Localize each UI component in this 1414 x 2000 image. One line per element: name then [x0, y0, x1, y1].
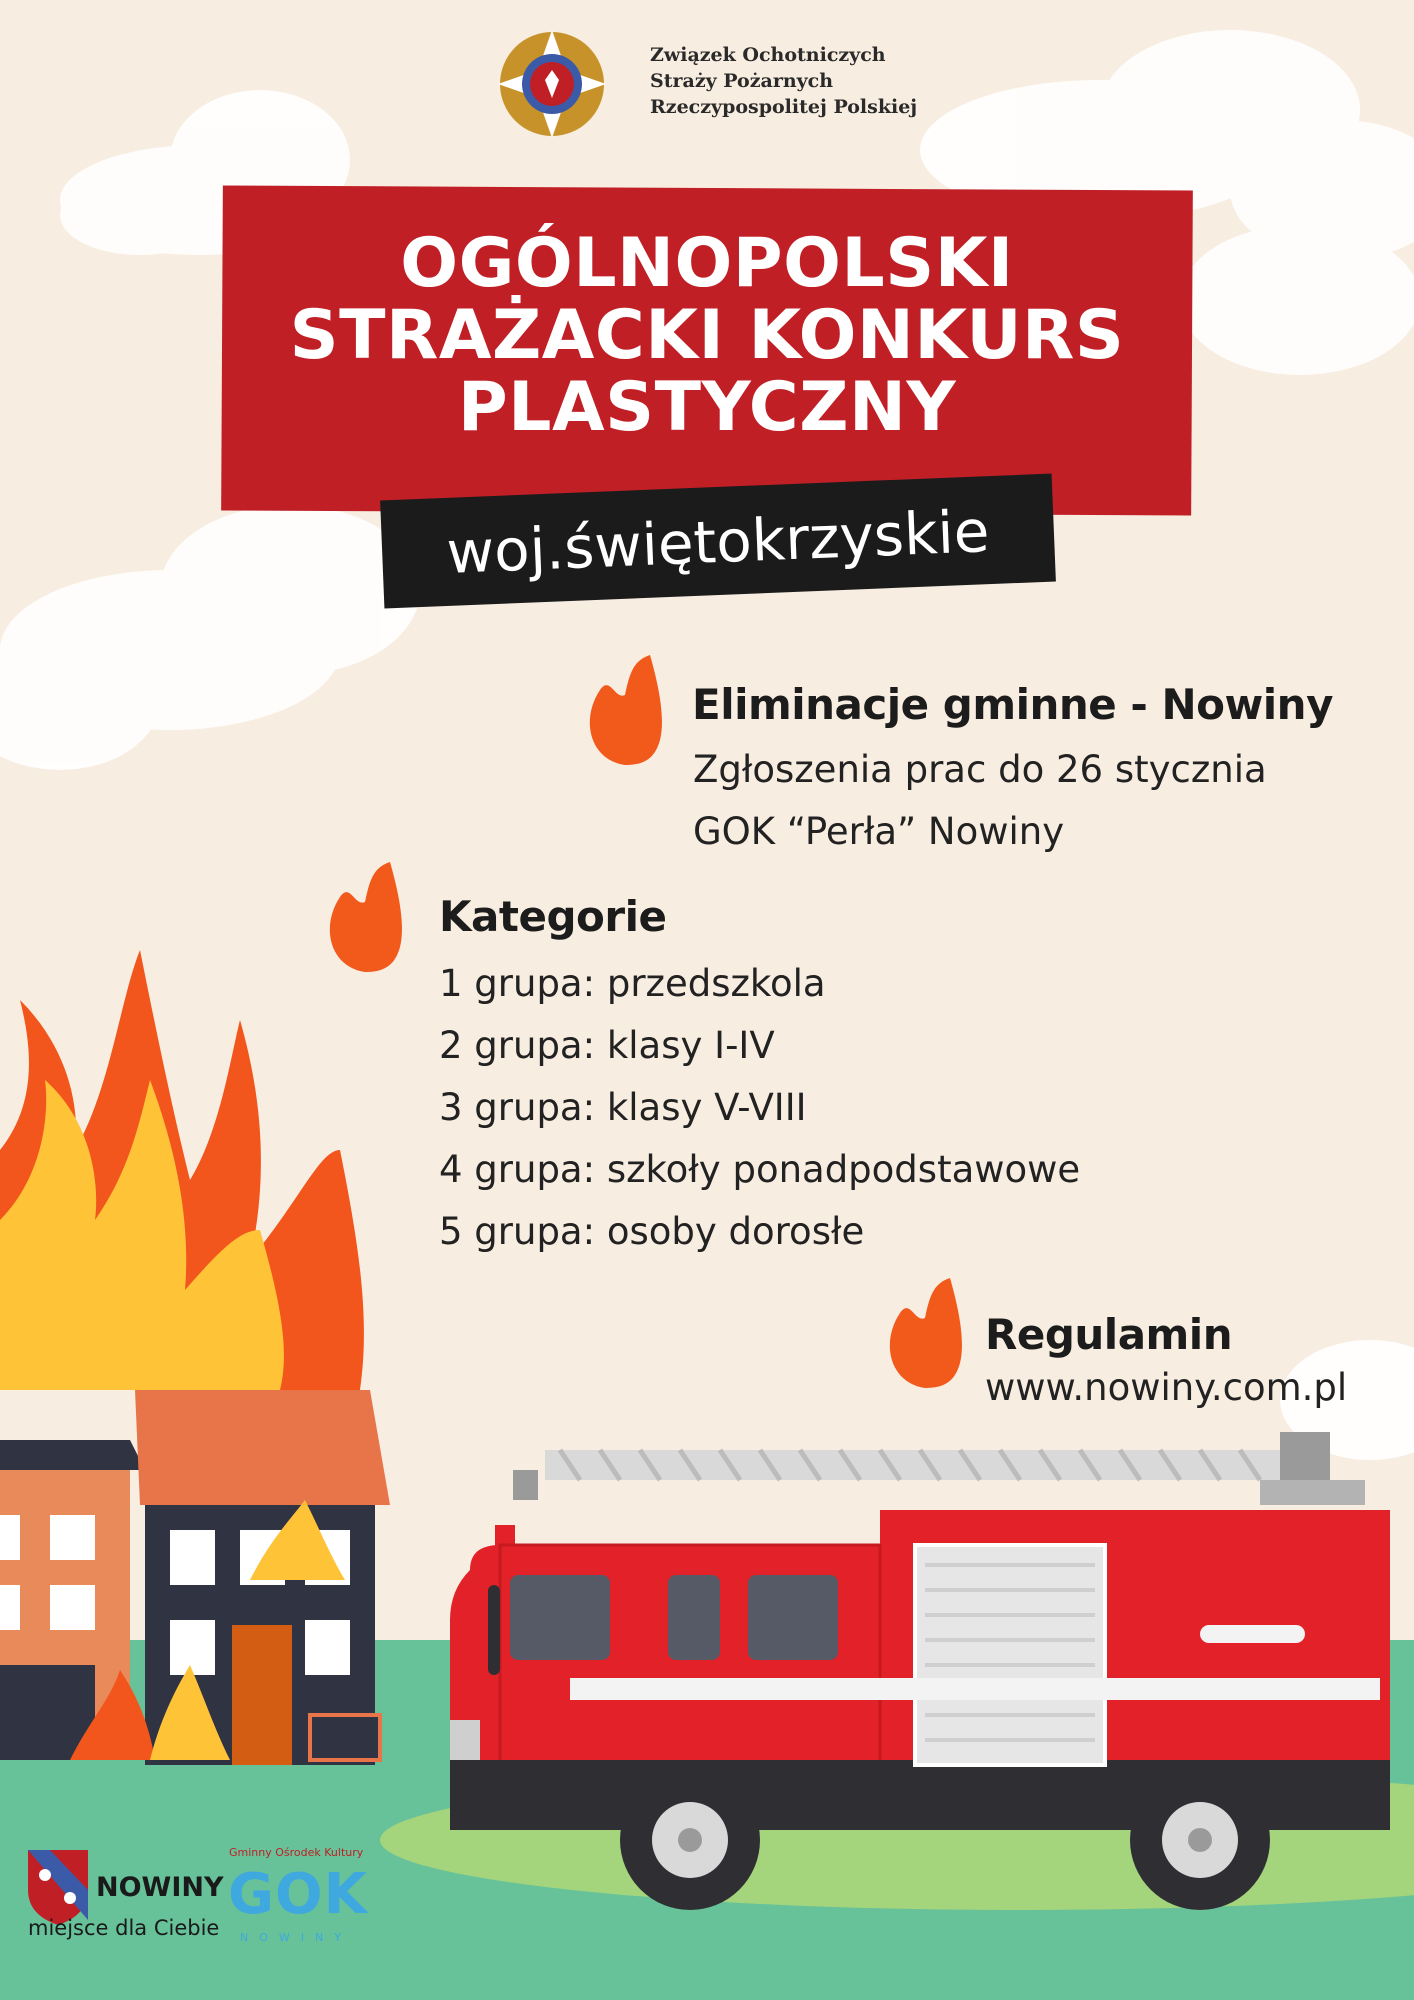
nowiny-logo-tagline: miejsce dla Ciebie	[28, 1916, 220, 1940]
nowiny-logo-name: NOWINY	[96, 1872, 224, 1903]
flame-icon	[590, 655, 662, 765]
title-line: OGÓLNOPOLSKI	[400, 224, 1014, 303]
zosp-rp-emblem	[498, 30, 606, 138]
category-item: 4 grupa: szkoły ponadpodstawowe	[439, 1148, 1081, 1191]
eliminacje-heading: Eliminacje gminne - Nowiny	[692, 680, 1333, 729]
regulamin-link[interactable]: www.nowiny.com.pl	[985, 1366, 1348, 1409]
organization-name	[650, 42, 917, 120]
gok-logo-name: GOK	[228, 1862, 368, 1927]
kategorie-heading: Kategorie	[439, 892, 667, 941]
category-item: 3 grupa: klasy V-VIII	[439, 1086, 807, 1129]
house-fire-flames	[0, 950, 364, 1390]
category-item: 5 grupa: osoby dorosłe	[439, 1210, 865, 1253]
flame-icon	[330, 862, 402, 972]
regulamin-heading: Regulamin	[985, 1310, 1233, 1359]
flame-icon	[890, 1278, 962, 1388]
organization-name-line: Rzeczypospolitej Polskiej	[650, 96, 918, 118]
poster-title	[222, 224, 1192, 447]
gok-logo-top: Gminny Ośrodek Kultury	[229, 1846, 364, 1859]
title-line: PLASTYCZNY	[457, 368, 957, 447]
category-item: 1 grupa: przedszkola	[439, 962, 826, 1005]
gok-logo-bottom: NOWINY	[240, 1931, 352, 1944]
subtitle: woj.świętokrzyskie	[445, 497, 991, 587]
organization-name-line: Straży Pożarnych	[650, 70, 834, 92]
organization-name-line: Związek Ochotniczych	[650, 44, 886, 66]
eliminacje-line: Zgłoszenia prac do 26 stycznia	[693, 748, 1267, 791]
eliminacje-line: GOK “Perła” Nowiny	[693, 810, 1065, 853]
title-line: STRAŻACKI KONKURS	[289, 296, 1125, 375]
category-item: 2 grupa: klasy I-IV	[439, 1024, 775, 1067]
